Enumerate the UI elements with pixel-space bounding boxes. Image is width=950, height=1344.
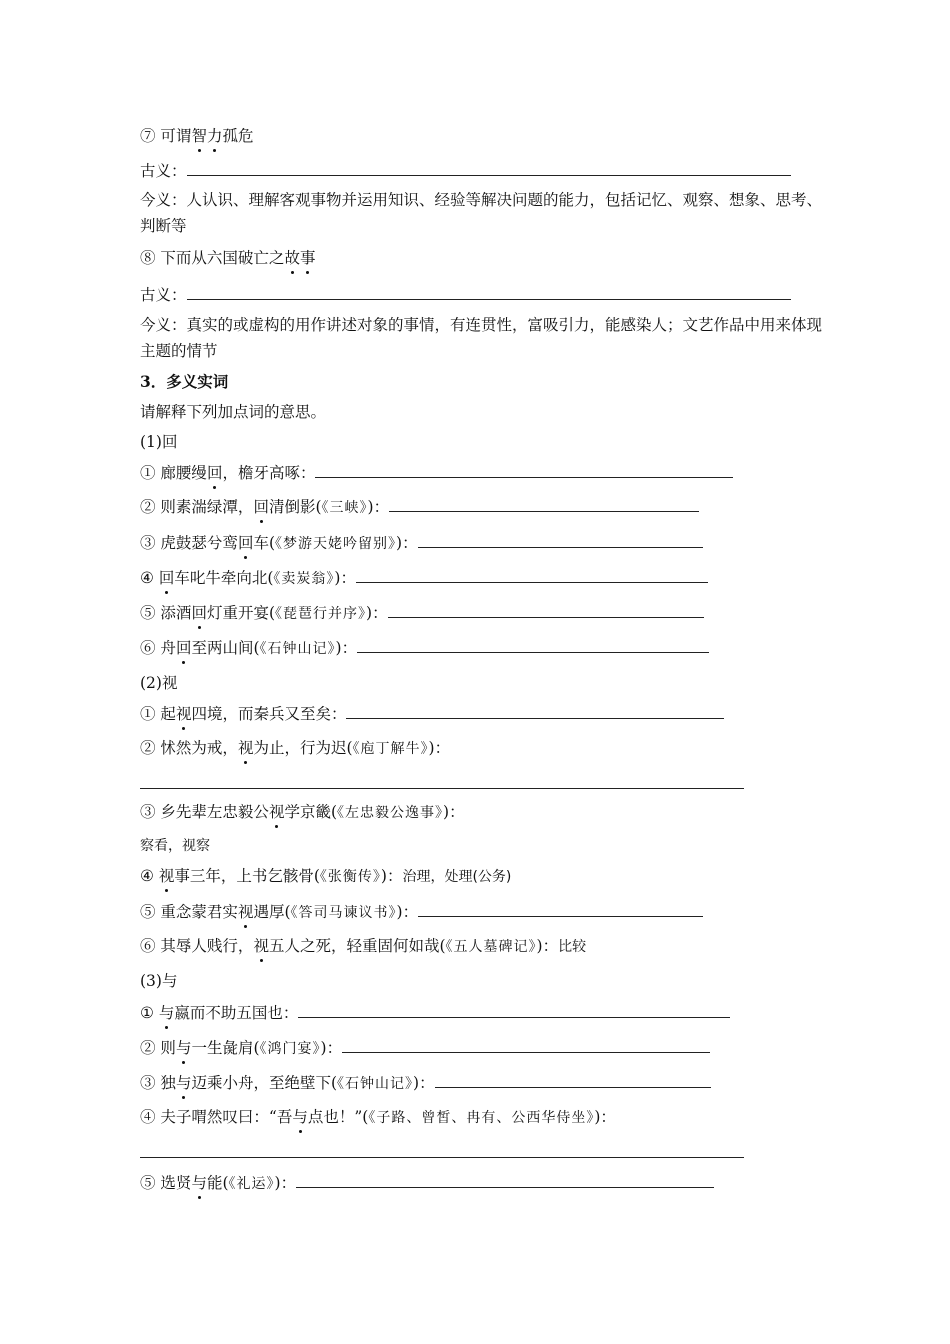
g3-item-5: ⑤ 选贤与能(《礼运》)： [140,1172,714,1194]
dotted-char: 力 [206,127,223,145]
dotted-char: 智 [191,127,207,145]
g1-item-5: ⑤ 添酒回灯重开宴(《琵琶行并序》)： [140,602,704,624]
answer-text: 比较 [558,939,587,955]
answer-text: 治理，处理(公务) [402,869,512,885]
answer-blank[interactable] [356,567,708,583]
dotted-char: 视 [237,903,254,921]
answer-blank[interactable] [140,788,744,789]
answer-blank[interactable] [187,284,791,300]
g3-item-3: ③ 独与迈乘小舟，至绝壁下(《石钟山记》)： [140,1072,711,1094]
g3-item-1: ① 与嬴而不助五国也： [140,1002,730,1023]
answer-blank[interactable] [357,637,709,653]
item-7-ancient-meaning: 古义： [140,160,791,181]
answer-blank[interactable] [298,1002,730,1018]
dotted-char: 视 [268,803,285,821]
g2-item-4: ④ 视事三年，上书乞骸骨(《张衡传》)：治理，处理(公务) [140,867,512,885]
g2-item-5: ⑤ 重念蒙君实视遇厚(《答司马谏议书》)： [140,901,703,923]
answer-blank[interactable] [388,602,704,618]
dotted-char: 与 [175,1074,192,1092]
instruction: 请解释下列加点词的意思。 [140,403,327,421]
dotted-char: 与 [191,1174,207,1192]
g1-item-3: ③ 虎鼓瑟兮鸾回车(《梦游天姥吟留别》)： [140,532,703,554]
dotted-char: 故 [284,249,300,267]
g2-item-2: ② 怵然为戒，视为止，行为迟(《庖丁解牛》)： [140,739,451,757]
item-7: ⑦ 可谓智力孤危 [140,127,254,145]
dotted-char: 回 [253,498,269,516]
group-2-heading: (2)视 [140,674,178,692]
dotted-char: 视 [253,937,269,955]
g1-item-6: ⑥ 舟回至两山间(《石钟山记》)： [140,637,709,659]
dotted-char: 视 [237,739,254,757]
answer-blank[interactable] [418,901,703,917]
dotted-char: 回 [191,604,207,622]
answer-blank[interactable] [435,1072,711,1088]
answer-blank[interactable] [346,703,724,719]
dotted-char: 与 [158,1004,175,1022]
dotted-char: 回 [237,534,254,552]
dotted-char: 回 [175,639,192,657]
dotted-char: 回 [206,464,223,482]
answer-blank[interactable] [315,462,733,478]
dotted-char: 事 [299,249,316,267]
g1-item-4: ④ 回车叱牛牵向北(《卖炭翁》)： [140,567,708,589]
item-8-ancient-meaning: 古义： [140,284,791,305]
g1-item-2: ② 则素湍绿潭，回清倒影(《三峡》)： [140,496,699,518]
g1-item-1: ① 廊腰缦回，檐牙高啄： [140,462,733,483]
dotted-char: 视 [175,705,192,723]
item-7-modern-meaning: 今义：人认识、理解客观事物并运用知识、经验等解决问题的能力，包括记忆、观察、想象、思考、判断等 [140,191,823,235]
answer-blank[interactable] [342,1037,710,1053]
g2-item-3-answer: 察看，视察 [140,838,210,854]
g2-item-6: ⑥ 其辱人贱行，视五人之死，轻重固何如哉(《五人墓碑记》)：比较 [140,937,587,955]
g2-item-3: ③ 乡先辈左忠毅公视学京畿(《左忠毅公逸事》)： [140,803,465,821]
item-8: ⑧ 下而从六国破亡之故事 [140,249,316,267]
answer-blank[interactable] [296,1172,714,1188]
group-3-heading: (3)与 [140,972,178,990]
answer-blank[interactable] [187,160,791,176]
answer-blank[interactable] [389,496,699,512]
item-8-modern-meaning: 今义：真实的或虚构的用作讲述对象的事情，有连贯性，富吸引力，能感染人；文艺作品中用来体现主题的情节 [140,316,823,360]
answer-blank[interactable] [140,1157,744,1158]
answer-blank[interactable] [418,532,703,548]
g3-item-2: ② 则与一生彘肩(《鸿门宴》)： [140,1037,710,1059]
section-title: 3．多义实词 [140,372,229,391]
dotted-char: 与 [292,1108,308,1126]
g3-item-4: ④ 夫子喟然叹曰：“吾与点也！”(《子路、曾皙、冉有、公西华侍坐》)： [140,1108,616,1126]
group-1-heading: (1)回 [140,433,178,451]
g2-item-1: ① 起视四境，而秦兵又至矣： [140,703,724,724]
dotted-char: 回 [158,569,175,587]
dotted-char: 与 [175,1039,192,1057]
dotted-char: 视 [158,867,175,885]
